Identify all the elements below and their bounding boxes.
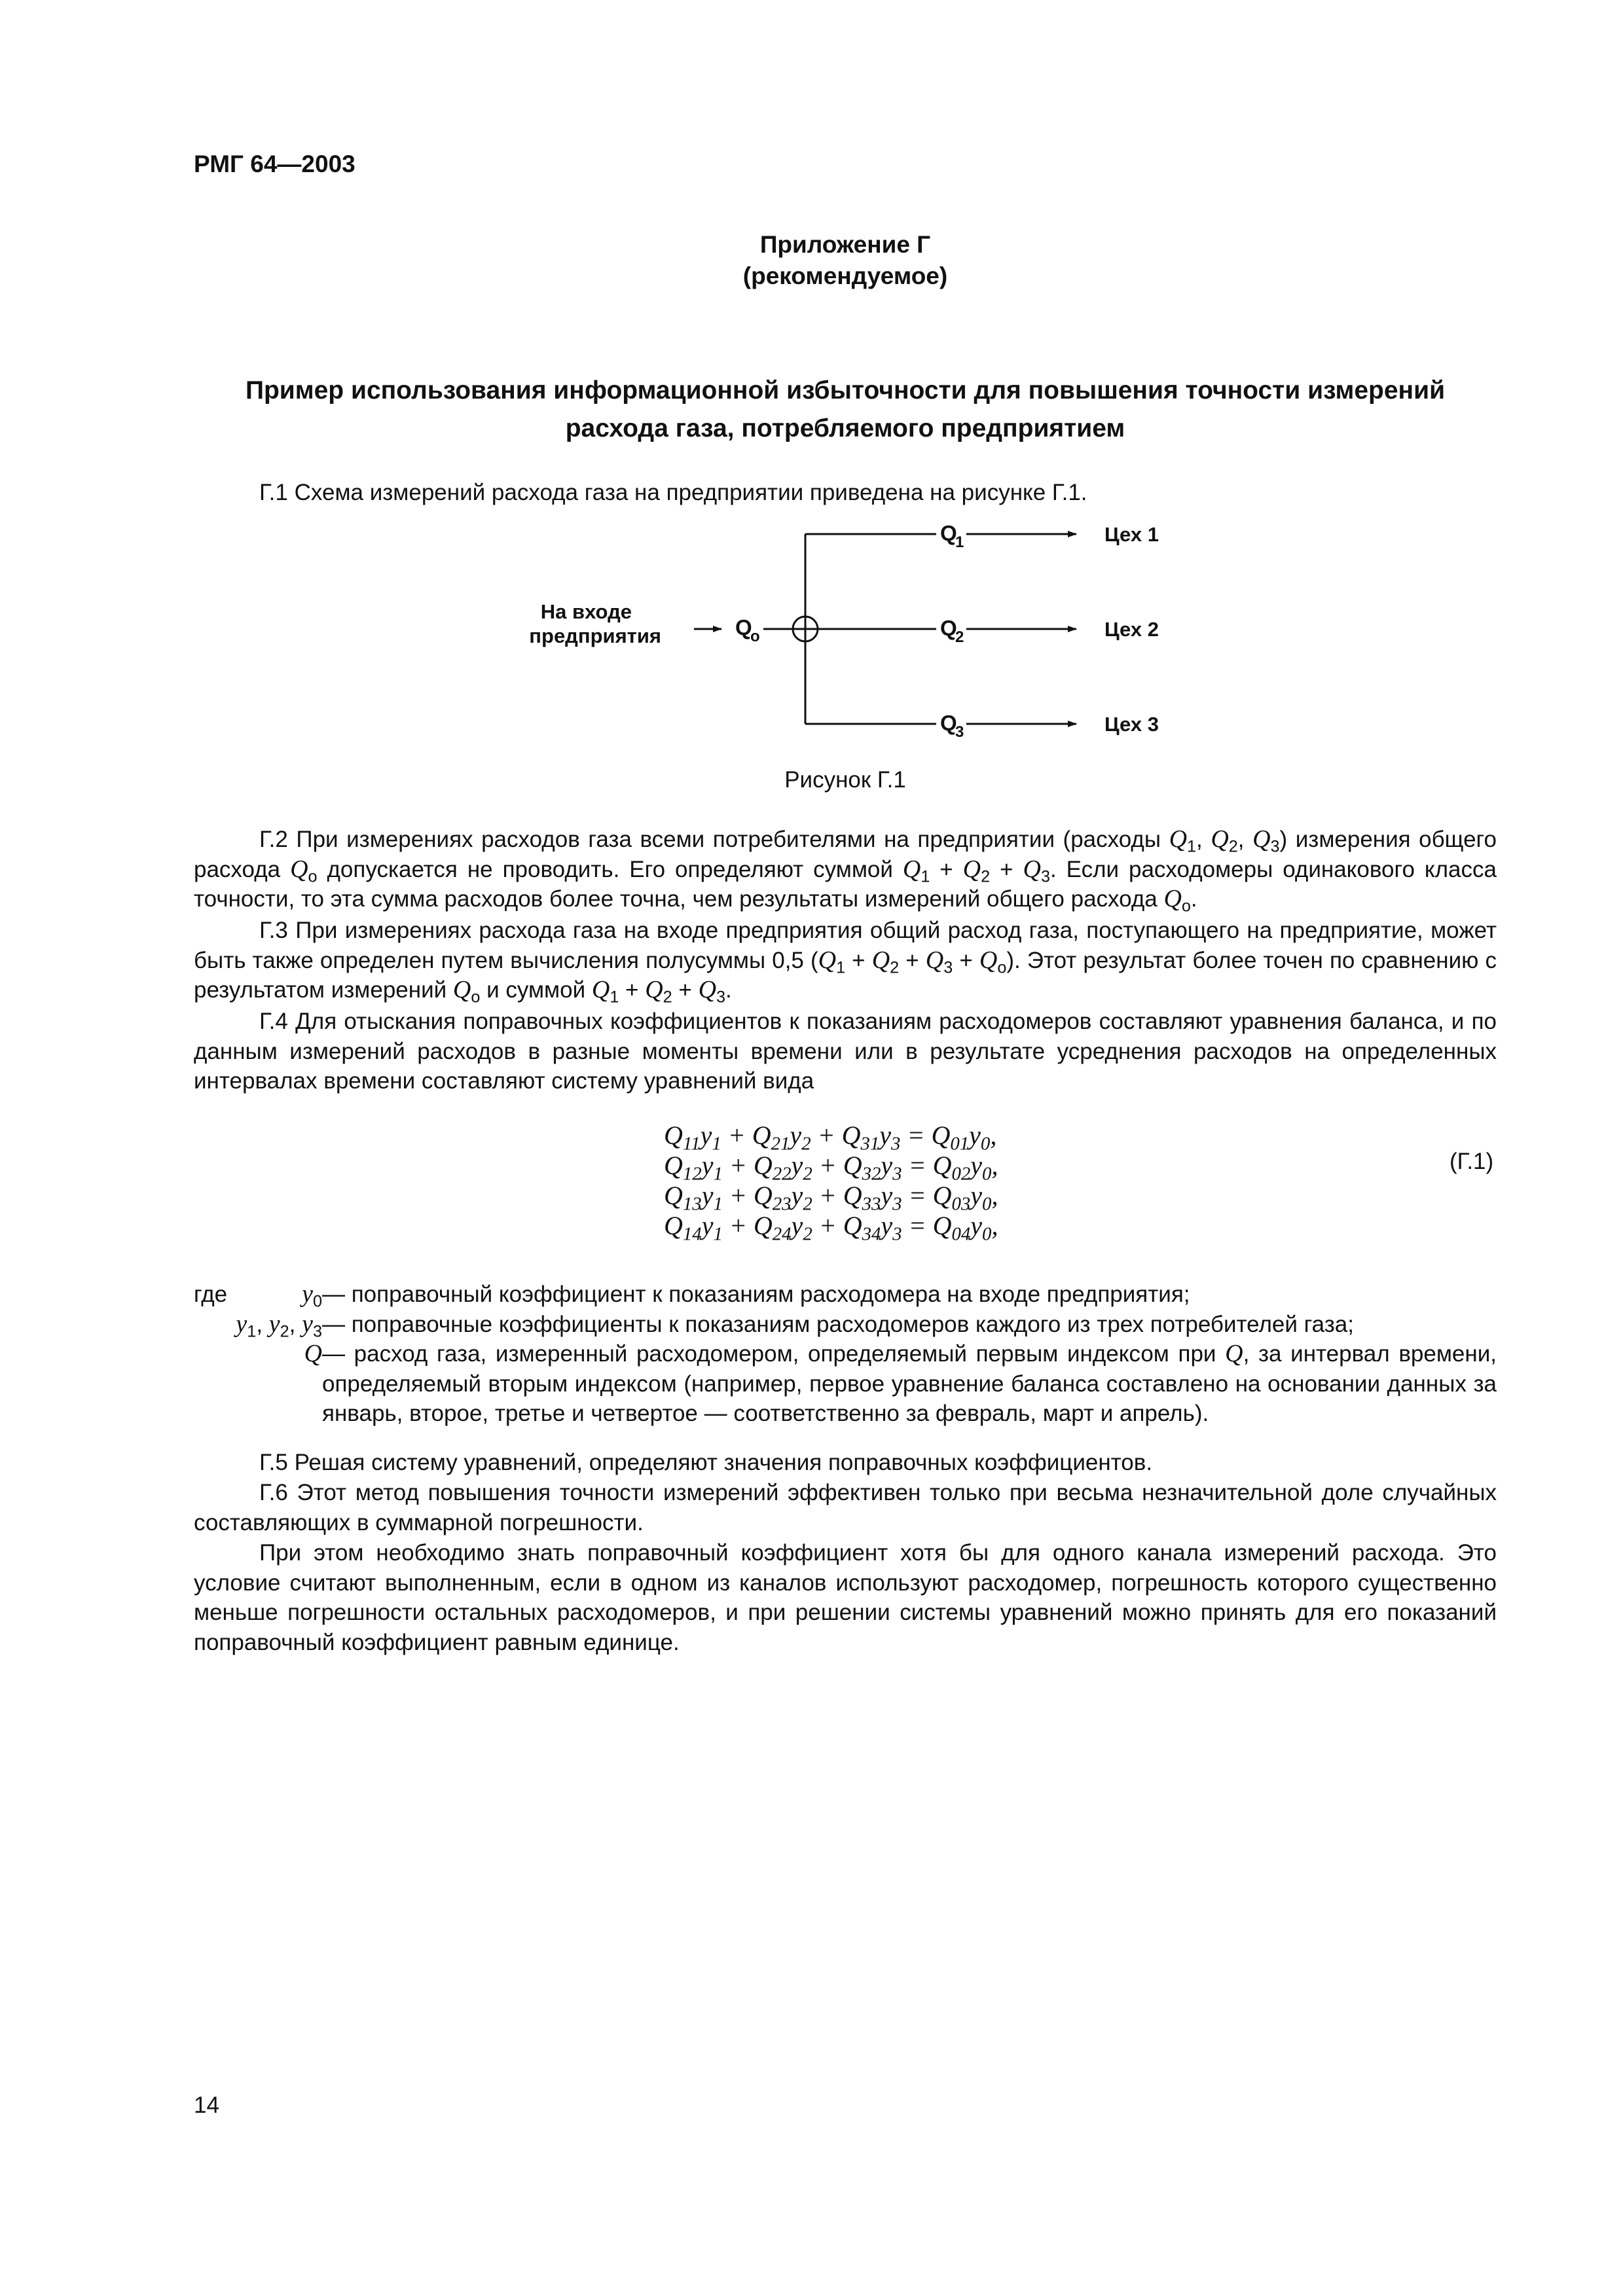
section-title-line1: Пример использования информационной избыточности для повышения точности измерений xyxy=(245,376,1446,404)
definitions-list xyxy=(194,1280,1497,1429)
qo-subscript: о xyxy=(750,628,760,645)
definition-text: — поправочный коэффициент к показаниям расходомера на входе предприятия; xyxy=(322,1282,1190,1307)
where-label: где xyxy=(194,1282,228,1307)
paragraph-g4: Г.4 Для отыскания поправочных коэффициентов к показаниям расходомеров составляют уравнения баланса, и по данным измерений расходов в разные моменты времени или в результате усреднения расходов на определенных интервалах времени составляют систему уравнений вида xyxy=(194,1009,1497,1094)
q3-symbol: Q xyxy=(940,711,957,735)
definition-y0 xyxy=(194,1280,1497,1310)
equation-row: $Q_{14}y_1 + Q_{24}y_2 + Q_{34}y_3 = Q_{04}y_0$, xyxy=(664,1211,998,1245)
paragraph-g5: Г.5 Решая систему уравнений, определяют значения поправочных коэффициентов. xyxy=(259,1450,1153,1475)
page-number: 14 xyxy=(194,2092,219,2118)
input-label-line1: На входе xyxy=(540,600,632,623)
definition-q xyxy=(194,1339,1497,1429)
definition-text: — поправочные коэффициенты к показаниям расходомеров каждого из трех потребителей газа; xyxy=(322,1311,1354,1337)
branch-3 xyxy=(805,711,1159,741)
shop-3-label: Цех 3 xyxy=(1104,713,1159,736)
appendix-heading xyxy=(194,229,1497,292)
paragraph-g6: Г.6 Этот метод повышения точности измерений эффективен только при весьма незначительной доле случайных составляющих в суммарной погрешности. xyxy=(194,1480,1497,1535)
definition-y123 xyxy=(194,1310,1497,1340)
shop-1-label: Цех 1 xyxy=(1104,523,1159,546)
flow-diagram xyxy=(517,517,1172,753)
definition-term: $y_1$, $y_2$, $y_3$ xyxy=(236,1310,322,1341)
shop-2-label: Цех 2 xyxy=(1104,618,1159,641)
equation-row: $Q_{12}y_1 + Q_{22}y_2 + Q_{32}y_3 = Q_{02}y_0$, xyxy=(664,1151,998,1185)
equation-row: $Q_{13}y_1 + Q_{23}y_2 + Q_{33}y_3 = Q_{03}y_0$, xyxy=(664,1181,998,1215)
section-title-line2: расхода газа, потребляемого предприятием xyxy=(565,414,1125,442)
branch-1 xyxy=(805,521,1159,551)
q1-symbol: Q xyxy=(940,521,957,545)
definition-term: Q xyxy=(304,1340,322,1367)
equation-number: (Г.1) xyxy=(1450,1149,1494,1174)
appendix-status: (рекомендуемое) xyxy=(742,262,948,289)
equation-row: $Q_{11}y_1 + Q_{21}y_2 + Q_{31}y_3 = Q_{01}y_0$, xyxy=(664,1121,997,1155)
q1-subscript: 1 xyxy=(955,533,964,551)
paragraph-g2: Г.2 При измерениях расходов газа всеми потребителями на предприятии (расходы $Q_1$, $Q_2$, $Q_3$) измерения общего расхода $Q_о$ допускается не проводить. Его определяют суммой $Q_1 + Q_2 + Q_3$. Если расходомеры одинакового класса точности, то эта сумма расходов более точна, чем результаты измерений общего расхода $Q_о$. xyxy=(194,825,1497,916)
paragraph-g3: Г.3 При измерениях расхода газа на входе предприятия общий расход газа, поступающего на предприятие, может быть также определен путем вычисления полусуммы 0,5 $(Q_1 + Q_2 + Q_3 + Q_о)$. Этот результат более точен по сравнению с результатом измерений $Q_о$ и суммой $Q_1 + Q_2 + Q_3$. xyxy=(194,918,1497,1007)
paragraph-g1: Г.1 Схема измерений расхода газа на предприятии приведена на рисунке Г.1. xyxy=(259,480,1087,505)
document-code: РМГ 64—2003 xyxy=(194,151,356,177)
section-title xyxy=(194,372,1497,448)
paragraph-note: При этом необходимо знать поправочный коэффициент хотя бы для одного канала измерений расхода. Это условие считают выполненным, если в одном из каналов используют расходомер, погрешность которого существенно меньше погрешности остальных расходомеров, и при решении системы уравнений можно принять для его показаний поправочный коэффициент равным единице. xyxy=(194,1540,1497,1655)
appendix-title: Приложение Г xyxy=(759,231,931,258)
q2-symbol: Q xyxy=(940,616,957,640)
q3-subscript: 3 xyxy=(955,723,964,741)
qo-symbol: Q xyxy=(735,615,752,639)
figure-caption: Рисунок Г.1 xyxy=(784,767,906,793)
definition-text: — расход газа, измеренный расходомером, определяемый первым индексом при Q, за интервал времени, определяемый вторым индексом (например, первое уравнение баланса составлено на основании данных за январь, второе, третье и четвертое — соответственно за февраль, март и апрель). xyxy=(322,1340,1497,1426)
q2-subscript: 2 xyxy=(955,628,964,646)
input-label-line2: предприятия xyxy=(529,624,661,647)
equation-system xyxy=(664,1121,998,1245)
branch-2 xyxy=(818,616,1159,646)
definition-term: $y_0$ xyxy=(302,1280,322,1311)
